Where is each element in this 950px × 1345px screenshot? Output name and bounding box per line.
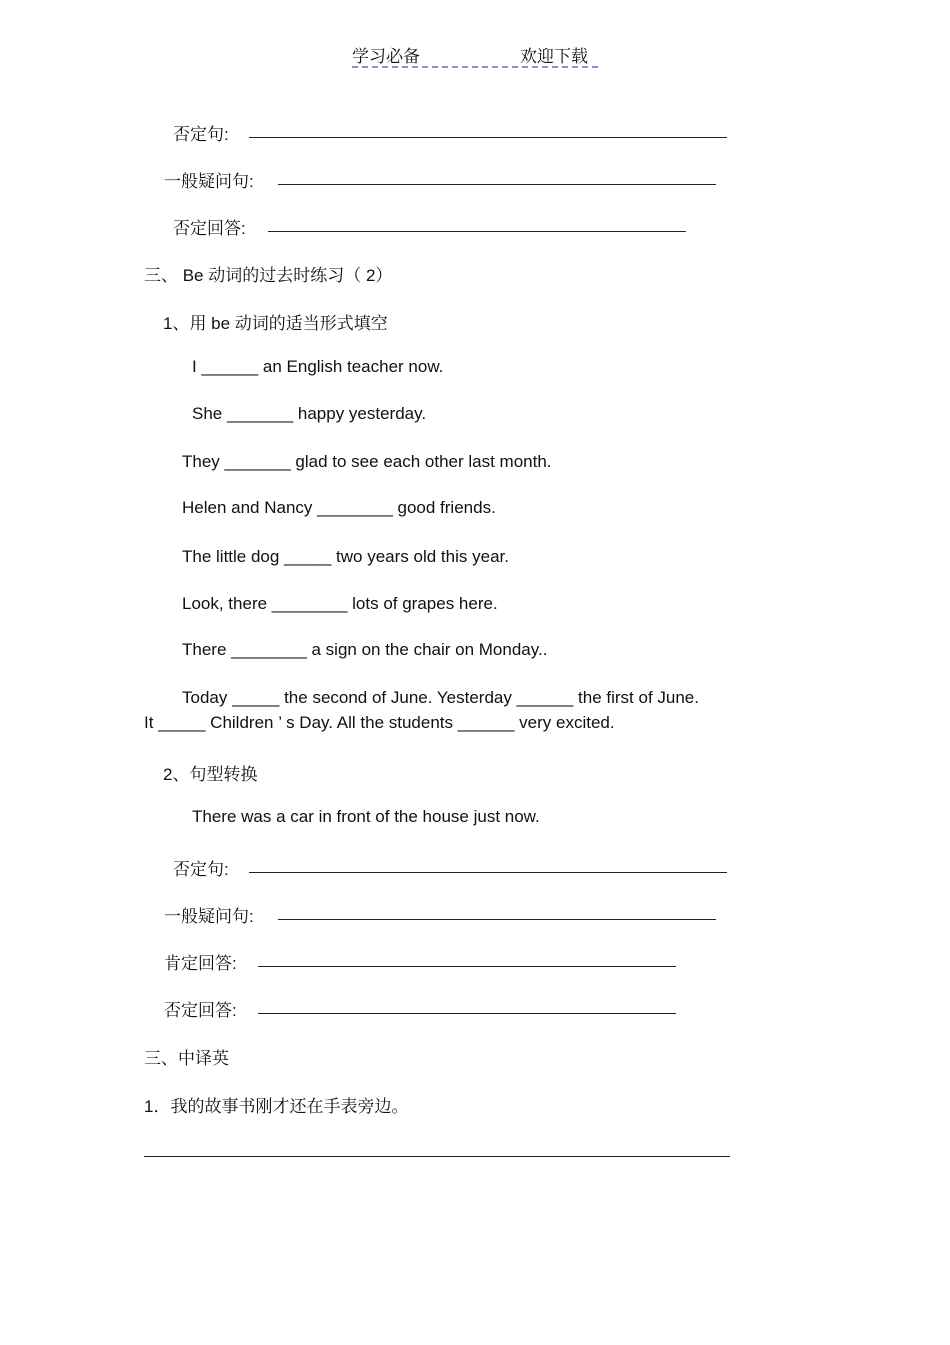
negative-sentence-answer-line[interactable] — [249, 872, 727, 873]
yesno-question-answer-line[interactable] — [278, 919, 716, 920]
yesno-question-answer-line[interactable] — [278, 184, 716, 185]
negative-answer-label: 否定回答: — [164, 1001, 237, 1020]
translation-answer-line[interactable] — [144, 1156, 730, 1157]
positive-answer-line[interactable] — [258, 966, 676, 967]
header-left-text: 学习必备 — [352, 47, 420, 66]
exercise-sentence: The little dog _____ two years old this year. — [182, 547, 509, 566]
exercise-sentence: They _______ glad to see each other last month. — [182, 452, 552, 471]
transform-sentence: There was a car in front of the house just now. — [192, 807, 540, 826]
exercise-sentence: She _______ happy yesterday. — [192, 404, 427, 423]
exercise-sentence: It _____ Children ’ s Day. All the students ______ very excited. — [144, 713, 615, 732]
task1-title: 1、用 be 动词的适当形式填空 — [163, 314, 388, 333]
negative-sentence-label: 否定句: — [173, 125, 229, 144]
exercise-sentence: Look, there ________ lots of grapes here. — [182, 594, 498, 613]
yesno-question-label: 一般疑问句: — [164, 907, 254, 926]
negative-sentence-answer-line[interactable] — [249, 137, 727, 138]
translation-item: 1．我的故事书刚才还在手表旁边。 — [144, 1097, 409, 1116]
positive-answer-label: 肯定回答: — [164, 954, 237, 973]
task2-title: 2、句型转换 — [163, 765, 258, 784]
negative-answer-line[interactable] — [268, 231, 686, 232]
negative-answer-line[interactable] — [258, 1013, 676, 1014]
section-title: 三、 Be 动词的过去时练习（ 2） — [144, 266, 393, 285]
page-header — [352, 40, 598, 68]
negative-sentence-label: 否定句: — [173, 860, 229, 879]
translation-section-title: 三、中译英 — [144, 1049, 229, 1068]
header-right-text: 欢迎下载 — [520, 47, 588, 66]
exercise-sentence: I ______ an English teacher now. — [192, 357, 444, 376]
yesno-question-label: 一般疑问句: — [164, 172, 254, 191]
exercise-sentence: Today _____ the second of June. Yesterday ______ the first of June. — [182, 688, 699, 707]
negative-answer-label: 否定回答: — [173, 219, 246, 238]
exercise-sentence: There ________ a sign on the chair on Monday.. — [182, 640, 548, 659]
exercise-sentence: Helen and Nancy ________ good friends. — [182, 498, 496, 517]
